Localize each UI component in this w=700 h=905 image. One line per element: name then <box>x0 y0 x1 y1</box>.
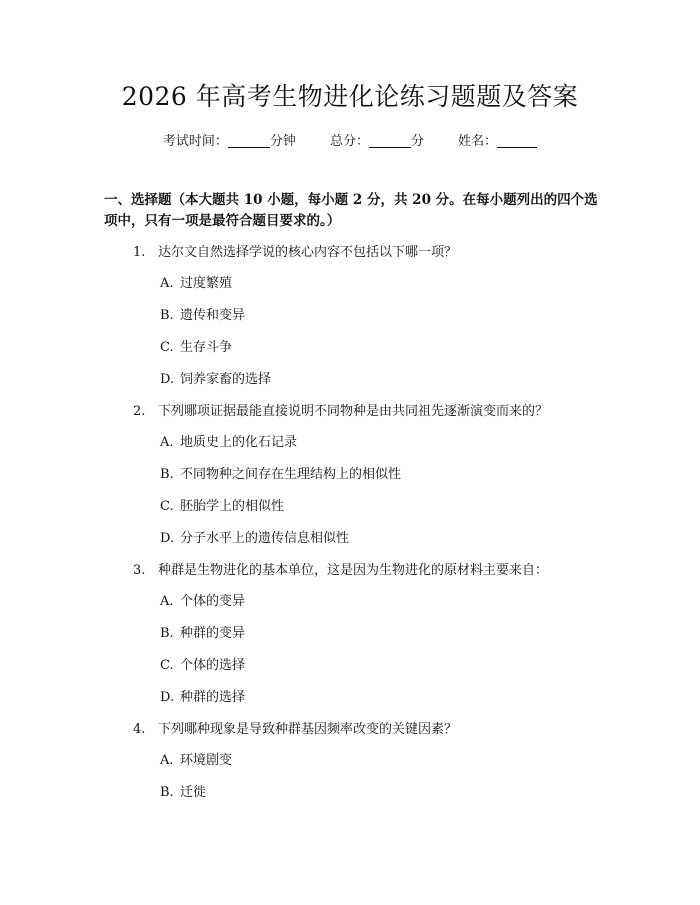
question-text: 下列哪项证据最能直接说明不同物种是由共同祖先逐渐演变而来的？ <box>158 404 549 419</box>
option-letter: C. <box>160 658 174 673</box>
student-name-field <box>458 132 537 152</box>
option-1a <box>160 274 232 294</box>
question-number: 3. <box>133 563 146 578</box>
question-number: 4. <box>133 722 146 737</box>
option-text: 环境剧变 <box>180 753 233 768</box>
exam-time-field <box>163 132 296 152</box>
option-letter: D. <box>160 690 175 705</box>
total-score-field <box>330 132 424 152</box>
option-letter: A. <box>160 594 174 609</box>
option-letter: D. <box>160 372 175 387</box>
option-letter: A. <box>160 276 174 291</box>
question-text: 达尔文自然选择学说的核心内容不包括以下哪一项？ <box>158 245 458 260</box>
option-letter: C. <box>160 499 174 514</box>
option-1c <box>160 338 232 358</box>
option-letter: B. <box>160 626 174 641</box>
question-4 <box>133 720 457 740</box>
option-2a <box>160 433 297 453</box>
option-3c <box>160 656 245 676</box>
option-text: 饲养家畜的选择 <box>180 372 272 387</box>
option-4b <box>160 783 206 803</box>
option-2b <box>160 465 401 485</box>
option-1b <box>160 306 245 326</box>
option-letter: B. <box>160 785 174 800</box>
option-letter: A. <box>160 435 174 450</box>
option-text: 个体的选择 <box>180 658 246 673</box>
option-3a <box>160 592 245 612</box>
option-text: 胚胎学上的相似性 <box>180 499 285 514</box>
option-4a <box>160 751 232 771</box>
total-score-label: 总分： <box>329 134 369 149</box>
option-text: 过度繁殖 <box>180 276 233 291</box>
option-2c <box>160 497 284 517</box>
option-text: 个体的变异 <box>180 594 246 609</box>
question-number: 2. <box>133 404 146 419</box>
option-letter: A. <box>160 753 174 768</box>
question-number: 1. <box>133 245 146 260</box>
total-score-blank <box>369 133 411 148</box>
exam-time-unit: 分钟 <box>269 134 296 149</box>
option-1d <box>160 370 271 390</box>
option-text: 迁徙 <box>180 785 207 800</box>
option-text: 分子水平上的遗传信息相似性 <box>180 531 350 546</box>
exam-time-label: 考试时间： <box>162 134 228 149</box>
exam-time-blank <box>228 133 270 148</box>
option-text: 地质史上的化石记录 <box>180 435 298 450</box>
option-3d <box>160 688 245 708</box>
page-title: 2026 年高考生物进化论练习题题及答案 <box>121 82 579 111</box>
question-text: 下列哪种现象是导致种群基因频率改变的关键因素？ <box>158 722 458 737</box>
question-1 <box>133 243 457 263</box>
question-2 <box>133 402 548 422</box>
option-letter: B. <box>160 308 174 323</box>
option-letter: D. <box>160 531 175 546</box>
option-letter: C. <box>160 340 174 355</box>
student-name-blank <box>497 133 537 148</box>
total-score-unit: 分 <box>411 134 425 149</box>
option-text: 种群的选择 <box>180 690 246 705</box>
student-name-label: 姓名： <box>458 134 498 149</box>
option-letter: B. <box>160 467 174 482</box>
question-3 <box>133 561 548 581</box>
question-text: 种群是生物进化的基本单位，这是因为生物进化的原材料主要来自： <box>158 563 549 578</box>
option-text: 不同物种之间存在生理结构上的相似性 <box>180 467 402 482</box>
option-2d <box>160 529 349 549</box>
option-text: 种群的变异 <box>180 626 246 641</box>
option-text: 遗传和变异 <box>180 308 246 323</box>
section-heading: 一、选择题（本大题共 10 小题，每小题 2 分，共 20 分。在每小题列出的四个选项中，只有一项是最符合题目要求的。） <box>104 192 598 229</box>
option-3b <box>160 624 245 644</box>
option-text: 生存斗争 <box>180 340 233 355</box>
exam-meta-line <box>0 132 700 152</box>
